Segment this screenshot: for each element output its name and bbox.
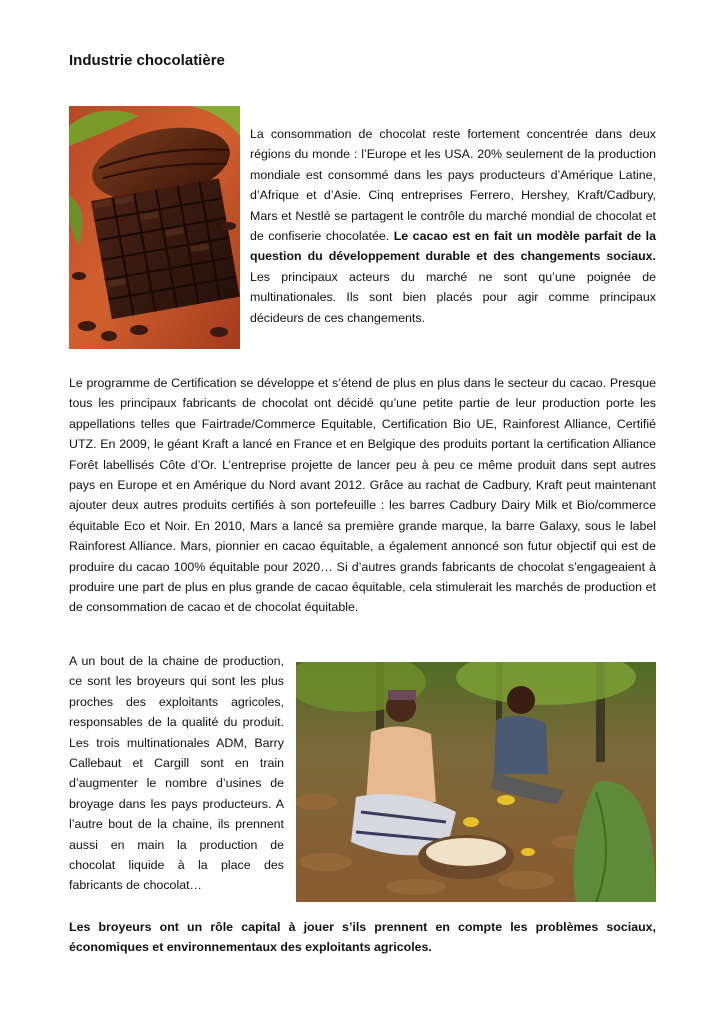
closing-statement: Les broyeurs ont un rôle capital à jouer s’ils prennent en compte les problèmes sociaux, économiques et environnementaux des exploitants agricoles. — [69, 920, 656, 955]
intro-text-start: La consommation de chocolat reste fortement concentrée dans deux régions du monde : l’Europe et les USA. 20% seulement de la production mondiale est consommé dans les pays producteurs d’Amérique Latine, d’Afrique et d’Asie. Cinq entreprises Ferrero, Hershey, Kraft/Cadbury, Mars et Nestlé se partagent le contrôle du marché mondial de chocolat et de confiserie chocolatée. — [250, 127, 656, 244]
cacao-chocolate-illustration — [69, 106, 240, 349]
certification-paragraph: Le programme de Certification se développe et s’étend de plus en plus dans le secteur du cacao. Presque tous les principaux fabricants de chocolat ont décidé qu’une petite partie de leur production porte les appellations telles que Fairtrade/Commerce Equitable, Certification Bio UE, Rainforest Alliance, Certifié UTZ. En 2009, le géant Kraft a lancé en France et en Belgique des produits portant la certification Alliance Forêt labellisés Côte d’Or. L’entreprise projette de lancer peu à peu ce même produit dans sept autres pays en Europe et en Amérique du Nord avant 2012. Grâce au rachat de Cadbury, Kraft peut maintenant ajouter deux autres produits certifiés à son portefeuille : les barres Cadbury Dairy Milk et Bio/commerce équitable Eco et Noir. En 2010, Mars a lancé sa première grande marque, la barre Galaxy, sous le label Rainforest Alliance. Mars, pionnier en cacao équitable, a également annoncé son futur objectif qui est de produire du cacao 100% équitable pour 2020… Si d’autres grands fabricants de chocolat s’engageaient à produire une part de plus en plus grande de cacao équitable, cela stimulerait les marchés de production et de consommation de cacao et de chocolat équitable. — [69, 376, 656, 615]
page-title: Industrie chocolatière — [69, 52, 225, 69]
intro-bold-statement: Le cacao est en fait un modèle parfait de la question du développement durable et des changements sociaux. — [250, 229, 657, 264]
cocoa-farmers-photo — [296, 662, 656, 902]
cocoa-farmers-illustration — [296, 662, 656, 902]
cacao-chocolate-photo — [69, 106, 240, 349]
intro-text-end: Les principaux acteurs du marché ne sont qu’une poignée de multinationales. Ils sont bien placés pour agir comme principaux décideurs de ces changements. — [250, 269, 656, 325]
intro-paragraph — [250, 124, 656, 328]
grinders-paragraph: A un bout de la chaine de production, ce sont les broyeurs qui sont les plus proches des exploitants agricoles, responsables de la qualité du produit. Les trois multinationales ADM, Barry Callebaut et Cargill sont en train d’augmenter le nombre d’usines de broyage dans les pays producteurs. A l’autre bout de la chaine, ils prennent aussi en main la production de chocolat liquide à la place des fabricants de chocolat… — [69, 654, 284, 893]
